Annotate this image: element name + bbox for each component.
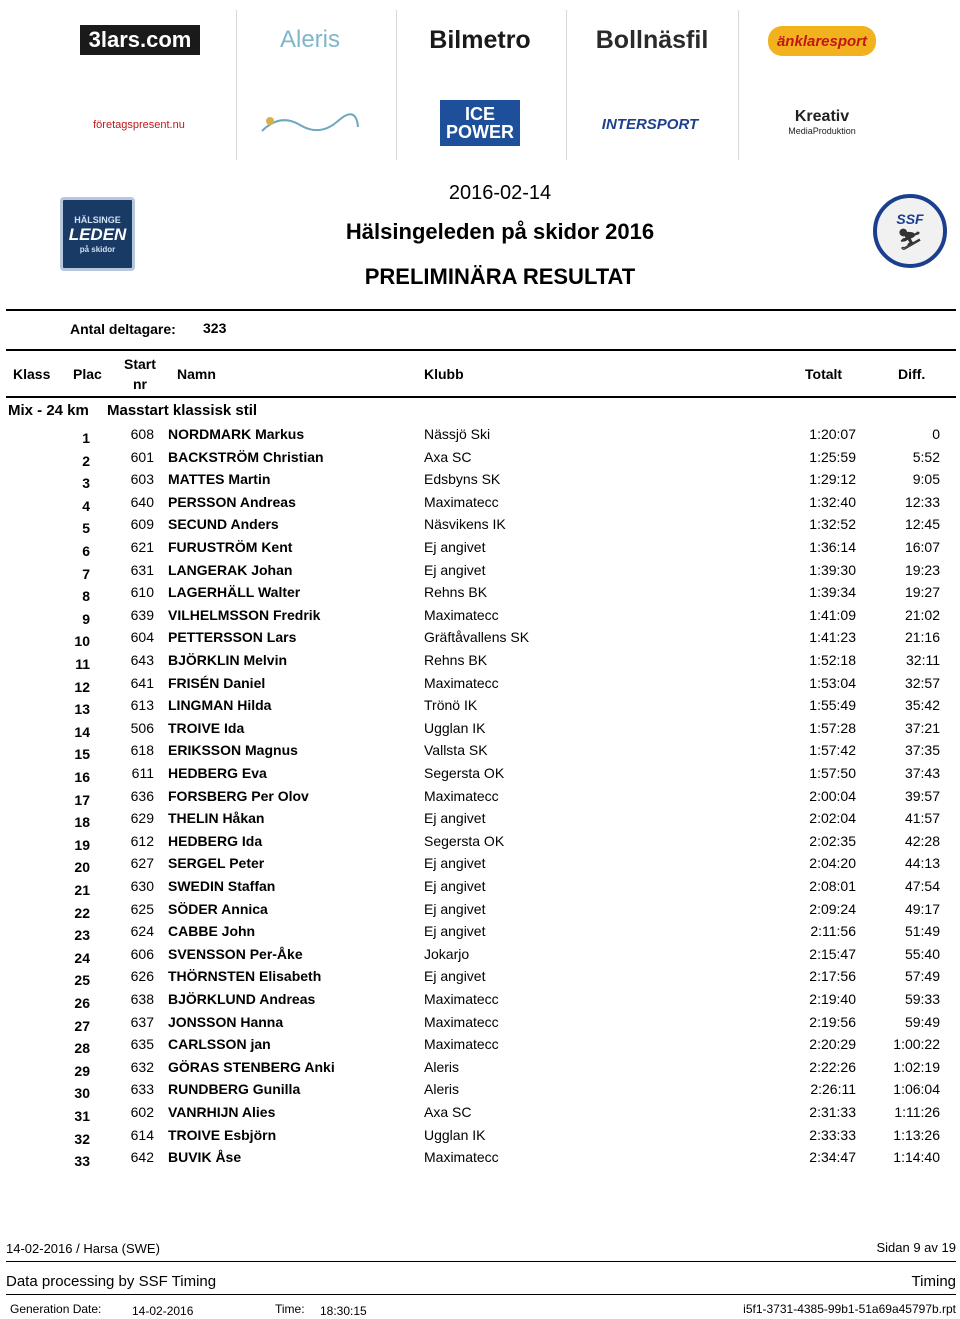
result-row <box>0 1014 960 1036</box>
result-total-time: 1:55:49 <box>809 697 856 714</box>
result-club: Aleris <box>424 1081 460 1098</box>
result-club: Segersta OK <box>424 765 505 781</box>
result-start-number: 630 <box>130 878 154 894</box>
result-total-time: 2:20:29 <box>809 1036 856 1053</box>
result-name: SÖDER Annica <box>168 900 268 917</box>
result-total-time: 1:57:50 <box>809 765 856 781</box>
result-place: 1 <box>82 430 90 446</box>
result-total-time: 1:41:09 <box>809 606 856 623</box>
result-row <box>0 1127 960 1149</box>
result-row <box>0 562 960 584</box>
result-diff: 35:42 <box>904 697 940 714</box>
footer-date-location: 14-02-2016 / Harsa (SWE) <box>6 1241 160 1256</box>
result-name: SVENSSON Per-Åke <box>168 945 303 962</box>
result-total-time: 2:00:04 <box>809 787 856 804</box>
participants-label: Antal deltagare: <box>70 321 176 337</box>
result-start-number: 629 <box>130 810 154 827</box>
result-club: Trönö IK <box>424 697 478 714</box>
result-row <box>0 765 960 787</box>
result-place: 26 <box>74 995 90 1011</box>
sponsor-kreativ-logo <box>764 108 880 140</box>
result-row <box>0 946 960 968</box>
result-name: CABBE John <box>168 923 256 940</box>
result-name: PETTERSSON Lars <box>168 629 297 646</box>
result-row <box>0 810 960 832</box>
result-total-time: 1:52:18 <box>809 652 856 668</box>
result-total-time: 1:39:30 <box>809 561 856 578</box>
result-row <box>0 742 960 764</box>
result-name: TROIVE Esbjörn <box>168 1126 277 1143</box>
result-total-time: 2:02:35 <box>809 832 856 849</box>
result-place: 18 <box>74 814 90 831</box>
result-name: BJÖRKLUND Andreas <box>168 991 316 1007</box>
result-diff: 55:40 <box>904 945 940 962</box>
result-club: Axa SC <box>424 1104 472 1120</box>
result-row <box>0 607 960 629</box>
result-diff: 1:13:26 <box>893 1126 940 1143</box>
result-total-time: 2:04:20 <box>809 855 856 872</box>
result-row <box>0 720 960 742</box>
logo-right-line1: SSF <box>896 210 924 227</box>
col-totalt: Totalt <box>805 366 843 382</box>
result-start-number: 632 <box>130 1058 154 1075</box>
result-name: JONSSON Hanna <box>168 1013 284 1030</box>
result-place: 9 <box>82 610 90 627</box>
divider-line <box>6 309 956 311</box>
result-club: Ej angivet <box>424 539 486 555</box>
result-place: 32 <box>74 1130 90 1147</box>
result-total-time: 1:41:23 <box>809 629 856 646</box>
result-diff: 44:13 <box>904 855 940 872</box>
result-place: 19 <box>74 836 90 853</box>
result-diff: 21:02 <box>904 606 940 623</box>
result-row <box>0 1149 960 1171</box>
result-place: 5 <box>82 520 90 537</box>
result-club: Segersta OK <box>424 832 505 849</box>
result-row <box>0 426 960 448</box>
result-place: 11 <box>75 656 90 672</box>
result-start-number: 638 <box>130 991 154 1007</box>
result-row <box>0 923 960 945</box>
logo-left-line1: HÄLSINGE <box>74 214 121 225</box>
result-start-number: 626 <box>130 968 154 985</box>
result-start-number: 608 <box>130 426 154 442</box>
result-place: 2 <box>82 452 90 469</box>
sponsor-3lars-logo: 3lars.com <box>80 25 200 55</box>
result-start-number: 641 <box>130 674 154 691</box>
result-diff: 57:49 <box>904 968 940 985</box>
result-name: BUVIK Åse <box>168 1149 242 1166</box>
result-place: 27 <box>74 1017 90 1034</box>
result-name: LANGERAK Johan <box>168 561 293 578</box>
sponsor-intersport-logo: INTERSPORT <box>601 115 699 133</box>
col-klass: Klass <box>13 366 51 382</box>
result-diff: 12:45 <box>904 516 940 533</box>
result-place: 14 <box>74 723 90 740</box>
result-start-number: 621 <box>130 539 154 555</box>
result-start-number: 613 <box>130 697 154 714</box>
result-row <box>0 901 960 923</box>
result-name: CARLSSON jan <box>168 1036 271 1053</box>
result-start-number: 606 <box>130 945 154 962</box>
result-diff: 32:11 <box>906 652 940 668</box>
result-diff: 41:57 <box>904 810 940 827</box>
result-club: Aleris <box>424 1058 460 1075</box>
result-club: Ej angivet <box>424 855 486 872</box>
result-total-time: 2:09:24 <box>809 900 856 917</box>
footer-page-number: Sidan 9 av 19 <box>876 1240 956 1255</box>
result-name: PERSSON Andreas <box>168 493 296 510</box>
result-name: ERIKSSON Magnus <box>168 742 298 759</box>
result-diff: 42:28 <box>904 832 940 849</box>
result-club: Maximatecc <box>424 606 499 623</box>
result-row <box>0 968 960 990</box>
result-name: FRISÉN Daniel <box>168 674 266 691</box>
result-club: Maximatecc <box>424 1013 499 1030</box>
result-name: BJÖRKLIN Melvin <box>168 652 288 668</box>
result-diff: 0 <box>932 426 940 442</box>
result-place: 3 <box>82 475 90 492</box>
result-start-number: 633 <box>130 1081 154 1098</box>
logo-left-line2: LEDEN <box>68 224 127 244</box>
result-row <box>0 1036 960 1058</box>
icepower-line2: POWER <box>445 122 514 142</box>
result-name: LAGERHÄLL Walter <box>168 584 301 601</box>
col-start-nr: nr <box>133 376 147 392</box>
result-place: 23 <box>74 927 90 944</box>
result-place: 17 <box>74 791 90 808</box>
result-total-time: 1:25:59 <box>809 448 856 465</box>
result-start-number: 625 <box>130 900 154 917</box>
result-total-time: 2:34:47 <box>809 1149 856 1166</box>
result-row <box>0 516 960 538</box>
result-start-number: 627 <box>130 855 154 872</box>
result-place: 8 <box>82 588 90 605</box>
result-start-number: 640 <box>130 493 154 510</box>
result-place: 10 <box>74 633 90 650</box>
result-total-time: 1:20:07 <box>809 426 856 442</box>
result-place: 31 <box>74 1108 90 1124</box>
result-club: Axa SC <box>424 448 472 465</box>
class-heading: Mix - 24 km <box>8 402 89 419</box>
result-place: 16 <box>74 769 90 785</box>
result-total-time: 2:08:01 <box>809 878 856 894</box>
result-diff: 47:54 <box>904 878 940 894</box>
divider-line <box>6 349 956 351</box>
result-diff: 5:52 <box>912 448 940 465</box>
result-name: THELIN Håkan <box>168 810 265 827</box>
footer-time-label: Time: <box>275 1302 305 1316</box>
result-diff: 37:43 <box>904 765 940 781</box>
result-row <box>0 675 960 697</box>
result-club: Maximatecc <box>424 493 499 510</box>
result-diff: 51:49 <box>904 923 940 940</box>
result-start-number: 612 <box>130 832 154 849</box>
result-diff: 12:33 <box>904 493 940 510</box>
result-start-number: 611 <box>131 765 154 781</box>
result-total-time: 1:36:14 <box>809 539 856 555</box>
result-diff: 1:00:22 <box>893 1036 940 1053</box>
result-row <box>0 991 960 1013</box>
result-name: THÖRNSTEN Elisabeth <box>168 968 322 985</box>
result-row <box>0 449 960 471</box>
result-place: 12 <box>74 678 90 695</box>
skier-icon: ⛷ <box>897 228 923 251</box>
col-plac: Plac <box>73 366 102 382</box>
result-total-time: 2:19:40 <box>809 991 856 1007</box>
sponsor-icepower-logo <box>440 100 520 146</box>
result-start-number: 637 <box>130 1013 154 1030</box>
result-place: 28 <box>74 1040 90 1057</box>
sponsor-foretagspresent-logo: företagspresent.nu <box>93 119 185 131</box>
result-diff: 39:57 <box>904 787 940 804</box>
result-place: 30 <box>74 1085 90 1102</box>
result-row <box>0 629 960 651</box>
result-place: 4 <box>82 497 90 514</box>
class-name: Masstart klassisk stil <box>107 402 258 419</box>
event-date: 2016-02-14 <box>448 182 552 204</box>
result-total-time: 1:32:52 <box>809 516 856 533</box>
result-start-number: 639 <box>130 606 154 623</box>
result-name: SWEDIN Staffan <box>168 878 276 894</box>
result-total-time: 1:57:28 <box>809 719 856 736</box>
col-klubb: Klubb <box>424 366 464 382</box>
result-club: Vallsta SK <box>424 742 488 759</box>
footer-divider <box>6 1261 956 1262</box>
result-start-number: 602 <box>130 1104 154 1120</box>
result-start-number: 643 <box>130 652 154 668</box>
result-name: BACKSTRÖM Christian <box>168 448 324 465</box>
result-diff: 19:27 <box>904 584 940 601</box>
page-title: Hälsingeleden på skidor 2016 <box>345 219 655 244</box>
result-diff: 1:02:19 <box>893 1058 940 1075</box>
result-place: 7 <box>82 565 90 582</box>
result-club: Ej angivet <box>424 810 486 827</box>
result-row <box>0 1059 960 1081</box>
result-total-time: 1:32:40 <box>809 493 856 510</box>
result-diff: 59:33 <box>904 991 940 1007</box>
result-total-time: 2:15:47 <box>809 945 856 962</box>
kreativ-line1: Kreativ <box>794 108 850 125</box>
participants-value: 323 <box>203 320 227 336</box>
icepower-line1: ICE <box>464 104 495 124</box>
result-row <box>0 494 960 516</box>
result-name: LINGMAN Hilda <box>168 697 272 714</box>
result-start-number: 624 <box>130 923 154 940</box>
banner-divider <box>566 10 567 160</box>
result-name: HEDBERG Ida <box>168 832 263 849</box>
result-name: VILHELMSSON Fredrik <box>168 606 321 623</box>
result-place: 25 <box>74 972 90 989</box>
kreativ-line2: MediaProduktion <box>788 126 856 136</box>
result-row <box>0 697 960 719</box>
result-diff: 16:07 <box>904 539 940 555</box>
result-row <box>0 652 960 674</box>
result-row <box>0 878 960 900</box>
result-start-number: 609 <box>130 516 154 533</box>
result-name: NORDMARK Markus <box>168 426 305 442</box>
result-name: RUNDBERG Gunilla <box>168 1081 301 1098</box>
result-name: MATTES Martin <box>168 471 271 488</box>
result-start-number: 603 <box>130 471 154 488</box>
result-total-time: 1:29:12 <box>809 471 856 488</box>
banner-divider <box>396 10 397 160</box>
result-club: Ej angivet <box>424 878 486 894</box>
result-diff: 9:05 <box>912 471 940 488</box>
banner-divider <box>236 10 237 160</box>
footer-time-value: 18:30:15 <box>320 1304 367 1318</box>
result-start-number: 610 <box>130 584 154 601</box>
result-club: Maximatecc <box>424 1149 499 1166</box>
sponsor-anklaresport-logo: änklaresport <box>768 26 876 56</box>
sponsor-bilmetro-logo: Bilmetro <box>429 25 531 54</box>
result-row <box>0 1081 960 1103</box>
result-total-time: 1:39:34 <box>809 584 856 601</box>
result-name: FURUSTRÖM Kent <box>168 539 293 555</box>
result-row <box>0 833 960 855</box>
sponsor-aleris-logo: Aleris <box>279 26 340 53</box>
result-club: Gräftåvallens SK <box>424 629 530 646</box>
result-name: TROIVE Ida <box>168 719 245 736</box>
result-start-number: 635 <box>130 1036 154 1053</box>
result-name: HEDBERG Eva <box>168 765 267 781</box>
result-diff: 37:21 <box>904 719 940 736</box>
result-place: 15 <box>74 746 90 763</box>
result-club: Ugglan IK <box>424 719 486 736</box>
result-row <box>0 788 960 810</box>
result-diff: 1:06:04 <box>893 1081 940 1098</box>
result-diff: 1:11:26 <box>894 1104 940 1120</box>
result-diff: 59:49 <box>904 1013 940 1030</box>
result-name: SECUND Anders <box>168 516 279 533</box>
result-club: Näsvikens IK <box>424 516 506 533</box>
result-club: Ej angivet <box>424 923 486 940</box>
result-diff: 37:35 <box>904 742 940 759</box>
result-place: 24 <box>74 949 90 966</box>
result-place: 20 <box>74 859 90 876</box>
result-club: Nässjö Ski <box>424 426 491 442</box>
sponsor-bollnasfil-logo: Bollnäsfil <box>596 25 708 54</box>
result-start-number: 642 <box>130 1149 154 1166</box>
result-club: Ej angivet <box>424 561 486 578</box>
result-total-time: 2:31:33 <box>809 1104 856 1120</box>
result-total-time: 2:02:04 <box>809 810 856 827</box>
result-start-number: 601 <box>130 448 154 465</box>
result-diff: 49:17 <box>904 900 940 917</box>
result-place: 13 <box>74 701 90 718</box>
result-club: Ej angivet <box>424 900 486 917</box>
result-start-number: 604 <box>130 629 154 646</box>
result-row <box>0 1104 960 1126</box>
result-start-number: 636 <box>130 787 154 804</box>
divider-line <box>6 396 956 398</box>
result-place: 33 <box>74 1153 90 1170</box>
result-total-time: 2:11:56 <box>810 923 856 940</box>
sponsor-halsinge-logo <box>258 108 362 138</box>
result-club: Maximatecc <box>424 787 499 804</box>
result-club: Ej angivet <box>424 968 486 985</box>
result-place: 22 <box>74 904 90 921</box>
result-diff: 21:16 <box>904 629 940 646</box>
result-name: GÖRAS STENBERG Anki <box>168 1058 335 1075</box>
result-row <box>0 584 960 606</box>
result-total-time: 1:53:04 <box>809 674 856 691</box>
result-club: Jokarjo <box>424 945 470 962</box>
result-start-number: 618 <box>130 742 154 759</box>
result-name: FORSBERG Per Olov <box>168 787 309 804</box>
result-total-time: 2:17:56 <box>809 968 856 985</box>
page-subtitle: PRELIMINÄRA RESULTAT <box>364 264 636 289</box>
result-place: 21 <box>74 882 90 898</box>
result-club: Maximatecc <box>424 674 499 691</box>
result-start-number: 506 <box>130 719 154 736</box>
result-name: VANRHIJN Alies <box>168 1104 276 1120</box>
halsinge-graphic-icon <box>260 109 360 137</box>
result-diff: 19:23 <box>904 561 940 578</box>
footer-divider <box>6 1294 956 1295</box>
result-place: 29 <box>74 1062 90 1079</box>
result-club: Ugglan IK <box>424 1126 486 1143</box>
result-row <box>0 539 960 561</box>
footer-processing: Data processing by SSF Timing <box>6 1273 217 1290</box>
banner-divider <box>738 10 739 160</box>
result-club: Edsbyns SK <box>424 471 501 488</box>
result-total-time: 1:57:42 <box>809 742 856 759</box>
result-start-number: 614 <box>130 1126 154 1143</box>
result-club: Rehns BK <box>424 652 488 668</box>
footer-timing: Timing <box>911 1273 956 1290</box>
result-total-time: 2:22:26 <box>809 1058 856 1075</box>
result-total-time: 2:19:56 <box>809 1013 856 1030</box>
result-row <box>0 855 960 877</box>
logo-left-line3: på skidor <box>79 244 116 254</box>
result-total-time: 2:33:33 <box>809 1126 856 1143</box>
col-start: Start <box>124 356 156 372</box>
result-club: Maximatecc <box>424 991 499 1007</box>
col-diff: Diff. <box>898 366 926 382</box>
result-start-number: 631 <box>130 561 154 578</box>
result-club: Maximatecc <box>424 1036 499 1053</box>
result-row <box>0 471 960 493</box>
col-namn: Namn <box>177 366 216 382</box>
footer-gen-label: Generation Date: <box>10 1302 102 1316</box>
footer-file-name: i5f1-3731-4385-99b1-51a69a45797b.rpt <box>743 1302 956 1316</box>
result-diff: 32:57 <box>904 674 940 691</box>
result-place: 6 <box>82 543 90 559</box>
result-diff: 1:14:40 <box>893 1149 940 1166</box>
result-total-time: 2:26:11 <box>810 1081 856 1098</box>
result-name: SERGEL Peter <box>168 855 265 872</box>
footer-gen-value: 14-02-2016 <box>132 1304 194 1318</box>
result-club: Rehns BK <box>424 584 488 601</box>
